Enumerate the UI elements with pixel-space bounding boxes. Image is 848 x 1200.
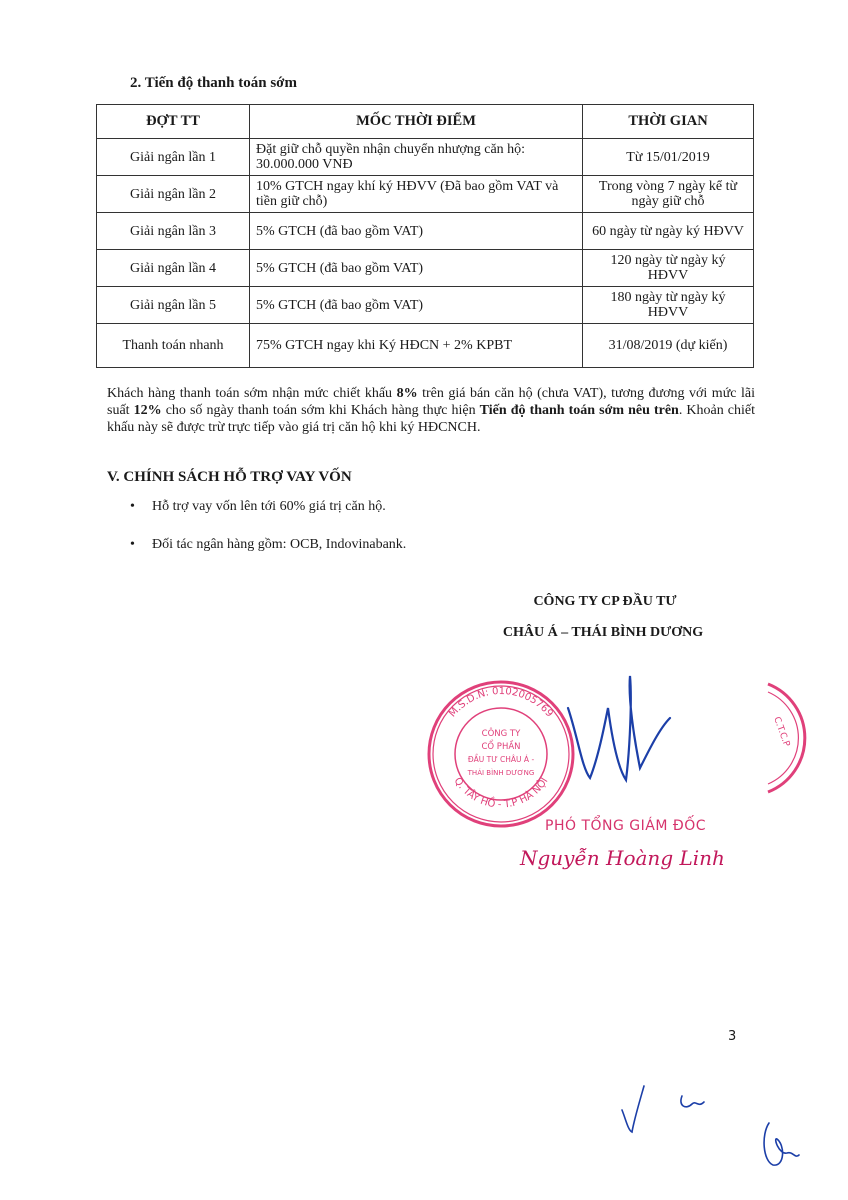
para-bold-schedule: Tiến độ thanh toán sớm nêu trên	[479, 403, 679, 418]
table-cell: Từ 15/01/2019	[583, 139, 754, 176]
para-text: Khách hàng thanh toán sớm nhận mức chiết khấu	[107, 386, 397, 401]
svg-text:CÔNG TY: CÔNG TY	[481, 729, 521, 739]
page-number: 3	[728, 1029, 737, 1044]
table-cell: Đặt giữ chỗ quyền nhận chuyển nhượng căn hộ: 30.000.000 VNĐ	[250, 139, 583, 176]
table-cell: 5% GTCH (đã bao gồm VAT)	[250, 287, 583, 324]
header-thoi-gian: THỜI GIAN	[583, 105, 754, 139]
section-2-heading: 2. Tiến độ thanh toán sớm	[130, 75, 297, 91]
table-cell: Giải ngân lần 3	[97, 213, 250, 250]
initials-mark	[612, 1080, 722, 1140]
section-5-heading: V. CHÍNH SÁCH HỖ TRỢ VAY VỐN	[107, 469, 352, 485]
table-cell: 5% GTCH (đã bao gồm VAT)	[250, 250, 583, 287]
table-cell: 75% GTCH ngay khi Ký HĐCN + 2% KPBT	[250, 324, 583, 368]
para-text: trên giá bán căn hộ (chưa VAT), tương đương với mức lãi suất	[107, 386, 755, 418]
initials-mark	[755, 1115, 805, 1175]
company-seal	[425, 678, 577, 830]
table-cell: Giải ngân lần 4	[97, 250, 250, 287]
table-cell: 120 ngày từ ngày ký HĐVV	[583, 250, 754, 287]
table-row	[97, 287, 754, 324]
table-cell: 31/08/2019 (dự kiến)	[583, 324, 754, 368]
company-name-line1: CÔNG TY CP ĐẦU TƯ	[533, 594, 677, 609]
signer-name: Nguyễn Hoàng Linh	[520, 846, 725, 870]
table-cell: 10% GTCH ngay khí ký HĐVV (Đã bao gồm VAT và tiền giữ chỗ)	[250, 176, 583, 213]
payment-schedule-table	[96, 104, 754, 368]
para-bold-discount: 8%	[396, 386, 418, 401]
company-name-line2: CHÂU Á – THÁI BÌNH DƯƠNG	[502, 625, 704, 640]
table-row	[97, 139, 754, 176]
table-cell: 5% GTCH (đã bao gồm VAT)	[250, 213, 583, 250]
svg-text:ĐẦU TƯ CHÂU Á -: ĐẦU TƯ CHÂU Á -	[467, 755, 535, 764]
list-item: • Hỗ trợ vay vốn lên tới 60% giá trị căn hộ.	[130, 499, 406, 537]
signer-title: PHÓ TỔNG GIÁM ĐỐC	[545, 818, 707, 834]
svg-text:C.T.C.P: C.T.C.P	[771, 715, 792, 749]
table-cell: Giải ngân lần 1	[97, 139, 250, 176]
list-item: • Đối tác ngân hàng gồm: OCB, Indovinabank.	[130, 537, 406, 575]
svg-text:Q. TÂY HỒ - T.P HÀ NỘI: Q. TÂY HỒ - T.P HÀ NỘI	[451, 775, 551, 811]
para-text: . Khoản chiết khấu này sẽ được trừ trực tiếp vào giá trị căn hộ khi ký HĐCNCH.	[107, 403, 755, 435]
loan-support-list	[130, 499, 406, 575]
svg-text:M.S.D.N: 0102005769: M.S.D.N: 0102005769	[447, 685, 555, 720]
table-cell: Giải ngân lần 5	[97, 287, 250, 324]
para-text: cho số ngày thanh toán sớm khi Khách hàng thực hiện	[161, 403, 480, 418]
table-row	[97, 250, 754, 287]
para-bold-interest: 12%	[133, 403, 162, 418]
handwritten-signature	[560, 668, 700, 798]
table-row	[97, 176, 754, 213]
table-cell: Trong vòng 7 ngày kể từ ngày giữ chỗ	[583, 176, 754, 213]
table-header-row	[97, 105, 754, 139]
svg-text:THÁI BÌNH DƯƠNG: THÁI BÌNH DƯƠNG	[467, 769, 535, 777]
table-row	[97, 213, 754, 250]
svg-text:CỔ PHẦN: CỔ PHẦN	[481, 742, 521, 752]
table-cell: 60 ngày từ ngày ký HĐVV	[583, 213, 754, 250]
table-cell: Thanh toán nhanh	[97, 324, 250, 368]
header-moc-thoi-diem: MỐC THỜI ĐIỂM	[250, 105, 583, 139]
edge-seal-fragment	[764, 678, 814, 798]
header-dot-tt: ĐỢT TT	[97, 105, 250, 139]
table-cell: 180 ngày từ ngày ký HĐVV	[583, 287, 754, 324]
table-row	[97, 324, 754, 368]
table-cell: Giải ngân lần 2	[97, 176, 250, 213]
discount-paragraph	[107, 385, 755, 436]
